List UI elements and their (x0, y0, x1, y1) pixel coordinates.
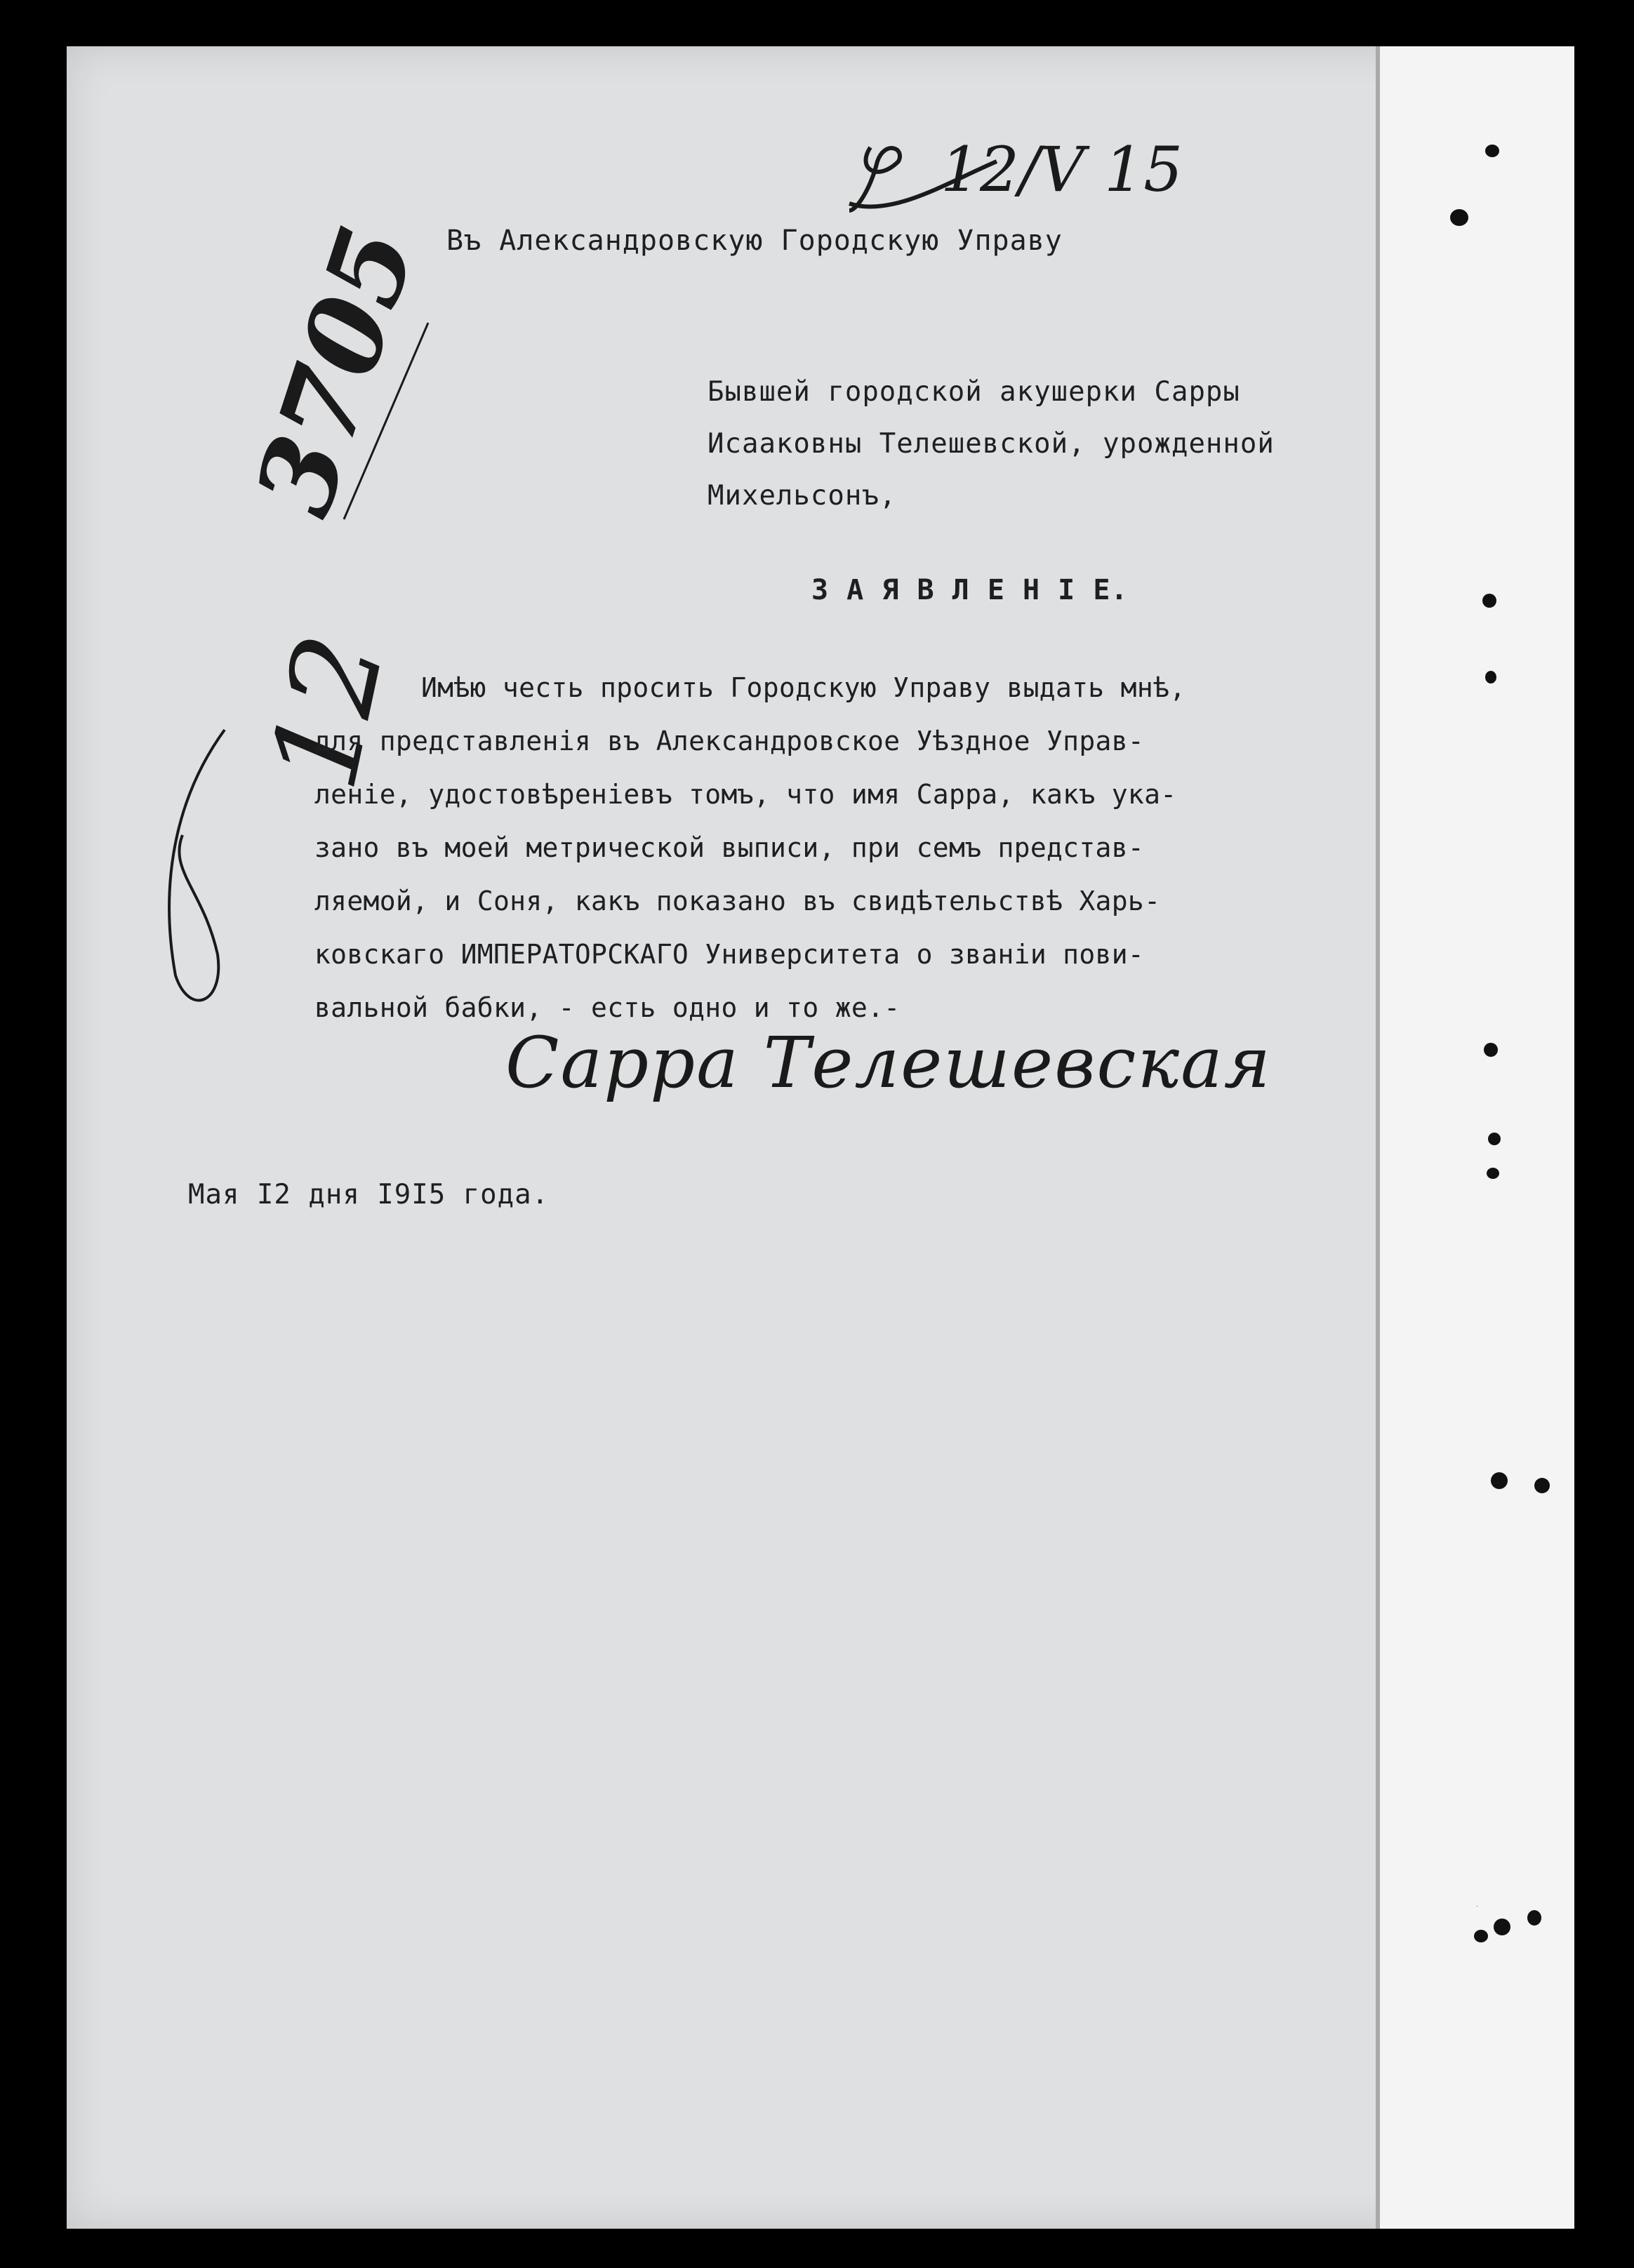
binding-hole (1484, 1043, 1498, 1057)
sender-line-2: Исааковны Телешевской, урожденной (708, 428, 1275, 460)
binding-hole (1485, 145, 1499, 157)
date-line: Мая I2 дня I9I5 года. (188, 1179, 550, 1210)
addressee-line: Въ Александровскую Городскую Управу (446, 225, 1063, 257)
body-line-2: для представленія въ Александровское Уѣздное Управ- (314, 726, 1145, 756)
document-heading: З А Я В Л Е Н І Е. (811, 574, 1129, 606)
binding-strip (1376, 46, 1574, 2229)
binding-hole (1534, 1478, 1550, 1493)
binding-hole (1494, 1919, 1510, 1935)
binding-hole (1488, 1133, 1501, 1145)
binding-hole (1450, 209, 1468, 226)
body-line-7: вальной бабки, - есть одно и то же.- (314, 992, 901, 1023)
body-line-3: леніе, удостовѣреніевъ томъ, что имя Сарра, какъ ука- (314, 779, 1177, 810)
registry-mark: 12/V 15 (941, 133, 1183, 206)
sender-line-1: Бывшей городской акушерки Сарры (708, 376, 1240, 408)
body-line-4: зано въ моей метрической выписи, при семъ представ- (314, 832, 1145, 863)
binding-hole (1487, 1168, 1499, 1179)
margin-note: 12 (244, 623, 412, 801)
signature: Сарра Телешевская (505, 1022, 1272, 1104)
binding-hole (1482, 594, 1496, 608)
body-line-5: ляемой, и Соня, какъ показано въ свидѣтельствѣ Харь- (314, 886, 1161, 916)
sender-line-3: Михельсонъ, (708, 480, 897, 512)
binding-hole (1474, 1930, 1488, 1942)
binding-hole (1491, 1472, 1508, 1489)
body-line-1: Имѣю честь просить Городскую Управу выдать мнѣ, (421, 672, 1186, 703)
margin-number: 3705 (232, 212, 440, 530)
margin-flourish (140, 723, 281, 1018)
body-line-6: ковскаго ИМПЕРАТОРСКАГО Университета о званіи пови- (314, 939, 1145, 970)
binding-hole (1527, 1910, 1541, 1926)
